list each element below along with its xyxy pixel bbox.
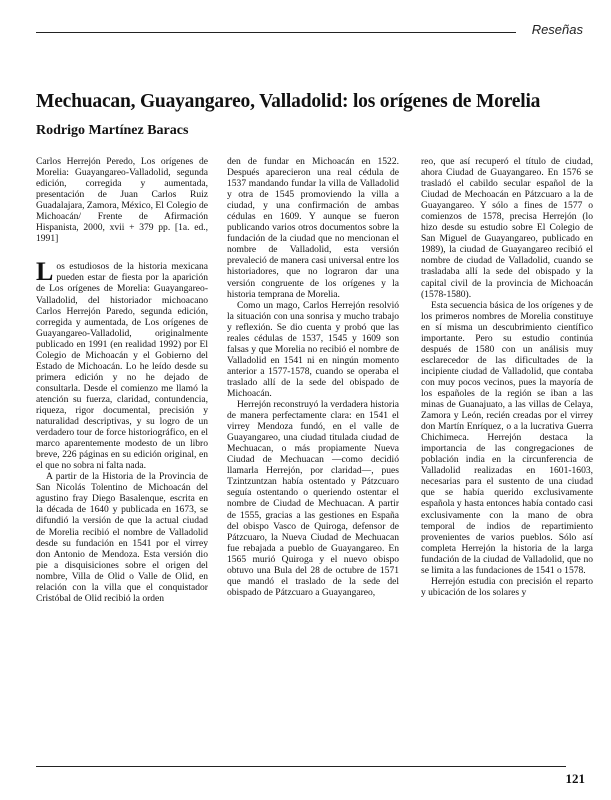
paragraph: den de fundar en Michoacán en 1522. Después aparecieron una real cédula de 1537 mandando fundar la villa de Valladolid y otra de 1545 promoviendo la villa a ciudad, y una confirmación de ambas cédulas en 1609. Y aunque se fueron publicando varios otros documentos sobre la fundación de la ciudad que no mencionan el nombre de Valladolid, esta versión prevaleció de manera casi universal entre los historiadores, que no lograron dar una versión congruente de los orígenes y la historia temprana de Morelia. xyxy=(227,156,399,300)
paragraph: Esta secuencia básica de los orígenes y de los primeros nombres de Morelia constituye en sí misma un descubrimiento científico importante. Pero su estudio continúa después de 1580 con un análisis muy esclarecedor de las dificultades de la incipiente ciudad de Valladolid, que contaba con muy pocos vecinos, pues la mayoría de los españoles de la región se iban a las minas de Guanajuato, a las villas de Celaya, Zamora y León, recién creadas por el virrey don Martín Enríquez, o a la lucrativa Guerra Chichimeca. Herrejón destaca la importancia de las congregaciones de población india en la circunferencia de Valladolid realizadas en 1601-1603, necesarias para el sustento de una ciudad que se había querido exclusivamente española y hasta entonces había contado casi exclusivamente con la mano de obra temporal de indios de repartimiento provenientes de varios pueblos. Sólo así completa Herrejón la historia de la larga fundación de la ciudad de Valladolid, que no se limita a las fundaciones de 1541 o 1578. xyxy=(421,299,593,576)
header-rule xyxy=(36,32,516,33)
article-author: Rodrigo Martínez Baracs xyxy=(36,123,189,138)
paragraph xyxy=(36,257,208,472)
paragraph: A partir de la Historia de la Provincia de San Nicolás Tolentino de Michoacán del agustino fray Diego Basalenque, escrita en la década de 1640 y publicada en 1673, se difundió la versión de que la actual ciudad de Morelia recibió el nombre de Valladolid desde su fundación en 1541 por el virrey don Antonio de Mendoza. Esta versión dio pie a disquisiciones sobre el origen del nombre, Villa de Olid o Valle de Olid, en relación con la villa que el conquistador Cristóbal de Olid recibió la orden xyxy=(36,471,208,604)
paragraph: Herrejón estudia con precisión el reparto y ubicación de los solares y xyxy=(421,575,593,598)
page-number: 121 xyxy=(565,771,585,786)
section-label: Reseñas xyxy=(531,22,583,37)
article-title: Mechuacan, Guayangareo, Valladolid: los orígenes de Morelia xyxy=(36,91,541,112)
paragraph-text: os estudiosos de la historia mexicana pueden estar de fiesta por la aparición de Los orígenes de Morelia: Guayangareo-Valladolid, del historiador michoacano Carlos Herrejón Paredo, segunda edición, corregida y aumentada, de Los orígenes de Guayangareo-Valladolid, originalmente publicado en 1991 (en realidad 1992) por El Colegio de Michoacán y el Gobierno del Estado de Michoacán. Lo he leído desde su primera edición y no he dejado de consultarla. Desde el comienzo me llamó la atención su fuerza, claridad, contundencia, riqueza, rigor documental, precisión y naturalidad descriptivas, y su logro de un verdadero tour de force historiográfico, en el marco aparentemente modesto de un libro breve, 226 páginas en su edición original, en el que no sobra ni falta nada. xyxy=(36,261,208,472)
footer-rule xyxy=(36,766,566,767)
drop-cap: L xyxy=(36,257,54,287)
paragraph: Como un mago, Carlos Herrejón resolvió la situación con una sonrisa y mucho trabajo y reflexión. Se dio cuenta y probó que las reales cédulas de 1537, 1545 y 1609 son falsas y que Morelia no recibió el nombre de Valladolid en 1541 ni en ningún momento anterior a 1577-1578, cuando se operaba el traslado allí de la sede del obispado de Michoacán. xyxy=(227,299,399,399)
text-column-3 xyxy=(421,156,593,598)
text-column-2 xyxy=(227,156,399,598)
book-citation: Carlos Herrejón Peredo, Los orígenes de Morelia: Guayangareo-Valladolid, segunda edición, corregida y aumentada, presentación de Juan Carlos Ruiz Guadalajara, Zamora, México, El Colegio de Michoacán/ Frente de Afirmación Hispanista, 2000, xvii + 379 pp. [1a. ed., 1991] xyxy=(36,156,208,245)
text-column-1 xyxy=(36,156,208,604)
paragraph: reo, que así recuperó el título de ciudad, ahora Ciudad de Guayangareo. En 1576 se trasladó el cabildo secular español de la Ciudad de Mechoacán en Pátzcuaro a la de Guayangareo. Y sólo a fines de 1577 o comienzos de 1578, precisa Herrejón (lo hizo desde su estudio sobre El Colegio de San Miguel de Guayangareo, publicado en 1989), la ciudad de Guayangareo recibió el nombre de ciudad de Valladolid, cuando se trasladaba allí la sede del obispado y la capital civil de la provincia de Michoacán (1578-1580). xyxy=(421,156,593,300)
paragraph: Herrejón reconstruyó la verdadera historia de manera perfectamente clara: en 1541 el virrey Mendoza fundó, en el valle de Guayangareo, una ciudad titulada ciudad de Mechuacan, o más propiamente Nueva Ciudad de Mechuacan —como decidió llamarla Herrejón, por claridad—, pues Tzintzuntzan había ostentado y Pátzcuaro seguía ostentando o queriendo ostentar el nombre de Ciudad de Mechuacan. A partir de 1555, gracias a las gestiones en España del obispo Vasco de Quiroga, defensor de Pátzcuaro, la Nueva Ciudad de Mechuacan fue rebajada a pueblo de Guayangareo. En 1565 murió Quiroga y el nuevo obispo obtuvo una Bula del 28 de octubre de 1571 que mandó el traslado de la sede del obispado de Pátzcuaro a Guayangareo, xyxy=(227,399,399,598)
